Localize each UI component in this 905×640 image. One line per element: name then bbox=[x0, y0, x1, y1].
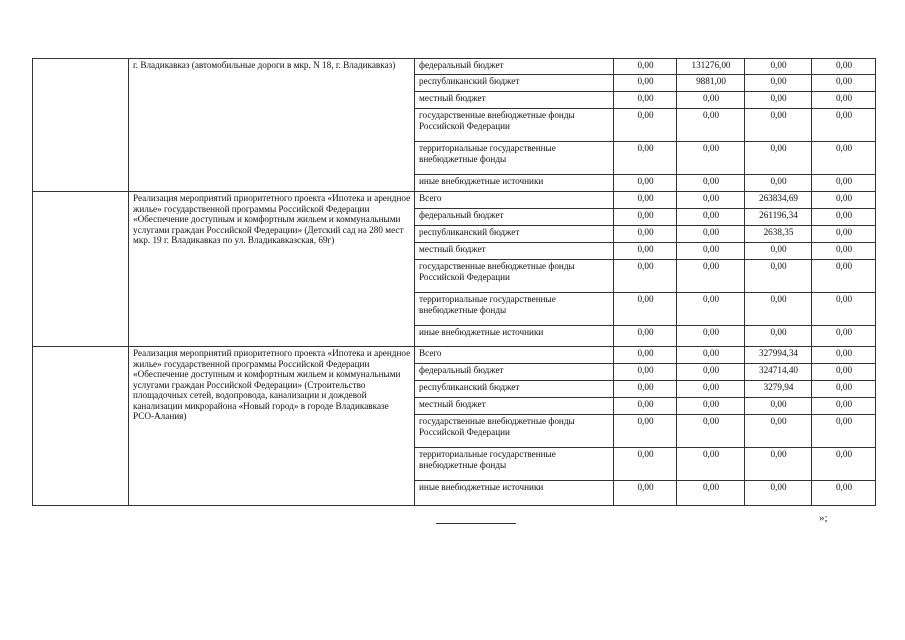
amount-cell: 0,00 bbox=[614, 109, 677, 142]
amount-cell: 0,00 bbox=[677, 92, 745, 109]
activity-description: Реализация мероприятий приоритетного проекта «Ипотека и арендное жилье» государственной программы Российской Федерации «Обеспечение доступным и комфортным жильем и коммунальными услугами граждан Российской Федерации» (Детский сад на 280 мест мкр. 19 г. Владикавказ по ул. Владикавказская, 69г) bbox=[129, 192, 415, 347]
amount-cell: 131276,00 bbox=[677, 59, 745, 75]
amount-cell: 9881,00 bbox=[677, 75, 745, 92]
separator-line bbox=[436, 523, 516, 524]
amount-cell: 0,00 bbox=[812, 448, 876, 481]
amount-cell: 0,00 bbox=[812, 398, 876, 415]
funding-source: местный бюджет bbox=[415, 398, 614, 415]
amount-cell: 0,00 bbox=[812, 226, 876, 243]
amount-cell: 0,00 bbox=[812, 59, 876, 75]
funding-source: республиканский бюджет bbox=[415, 381, 614, 398]
amount-cell: 0,00 bbox=[614, 226, 677, 243]
amount-cell: 0,00 bbox=[677, 175, 745, 192]
amount-cell: 0,00 bbox=[677, 109, 745, 142]
amount-cell: 0,00 bbox=[677, 415, 745, 448]
funding-source: иные внебюджетные источники bbox=[415, 481, 614, 506]
amount-cell: 0,00 bbox=[614, 142, 677, 175]
amount-cell: 0,00 bbox=[677, 142, 745, 175]
funding-source: государственные внебюджетные фонды Российской Федерации bbox=[415, 109, 614, 142]
amount-cell: 0,00 bbox=[614, 448, 677, 481]
amount-cell: 0,00 bbox=[812, 142, 876, 175]
funding-source: территориальные государственные внебюджетные фонды bbox=[415, 448, 614, 481]
activity-description: Реализация мероприятий приоритетного проекта «Ипотека и арендное жилье» государственной программы Российской Федерации «Обеспечение доступным и комфортным жильем и коммунальными услугами граждан Российской Федерации» (Строительство площадочных сетей, водопровода, канализации и дождевой канализации микрорайона «Новый город» в городе Владикавказе РСО-Алания) bbox=[129, 347, 415, 506]
amount-cell: 0,00 bbox=[614, 59, 677, 75]
amount-cell: 0,00 bbox=[677, 293, 745, 326]
amount-cell: 0,00 bbox=[614, 209, 677, 226]
amount-cell: 0,00 bbox=[614, 364, 677, 381]
amount-cell: 0,00 bbox=[614, 175, 677, 192]
amount-cell: 0,00 bbox=[745, 175, 812, 192]
amount-cell: 0,00 bbox=[812, 192, 876, 209]
amount-cell: 0,00 bbox=[614, 381, 677, 398]
empty-number-cell bbox=[33, 59, 129, 192]
amount-cell: 0,00 bbox=[812, 75, 876, 92]
amount-cell: 324714,40 bbox=[745, 364, 812, 381]
amount-cell: 0,00 bbox=[614, 347, 677, 364]
amount-cell: 0,00 bbox=[745, 481, 812, 506]
amount-cell: 0,00 bbox=[614, 398, 677, 415]
funding-source: республиканский бюджет bbox=[415, 75, 614, 92]
empty-number-cell bbox=[33, 192, 129, 347]
funding-source: местный бюджет bbox=[415, 92, 614, 109]
amount-cell: 263834,69 bbox=[745, 192, 812, 209]
table-row bbox=[33, 192, 876, 209]
amount-cell: 0,00 bbox=[812, 109, 876, 142]
amount-cell: 0,00 bbox=[614, 243, 677, 260]
amount-cell: 0,00 bbox=[745, 448, 812, 481]
amount-cell: 0,00 bbox=[745, 293, 812, 326]
amount-cell: 0,00 bbox=[745, 243, 812, 260]
empty-number-cell bbox=[33, 347, 129, 506]
funding-table bbox=[32, 58, 876, 506]
amount-cell: 0,00 bbox=[812, 415, 876, 448]
amount-cell: 0,00 bbox=[677, 381, 745, 398]
amount-cell: 0,00 bbox=[745, 142, 812, 175]
amount-cell: 0,00 bbox=[677, 347, 745, 364]
amount-cell: 0,00 bbox=[677, 209, 745, 226]
funding-source: иные внебюджетные источники bbox=[415, 175, 614, 192]
amount-cell: 0,00 bbox=[677, 481, 745, 506]
funding-source: Всего bbox=[415, 192, 614, 209]
amount-cell: 0,00 bbox=[677, 398, 745, 415]
amount-cell: 0,00 bbox=[677, 243, 745, 260]
amount-cell: 327994,34 bbox=[745, 347, 812, 364]
amount-cell: 0,00 bbox=[745, 59, 812, 75]
amount-cell: 0,00 bbox=[745, 109, 812, 142]
amount-cell: 0,00 bbox=[614, 92, 677, 109]
amount-cell: 0,00 bbox=[677, 260, 745, 293]
amount-cell: 0,00 bbox=[614, 326, 677, 347]
funding-source: республиканский бюджет bbox=[415, 226, 614, 243]
funding-source: государственные внебюджетные фонды Российской Федерации bbox=[415, 260, 614, 293]
amount-cell: 0,00 bbox=[745, 75, 812, 92]
amount-cell: 0,00 bbox=[614, 481, 677, 506]
funding-source: территориальные государственные внебюджетные фонды bbox=[415, 142, 614, 175]
funding-table-body bbox=[33, 59, 876, 506]
amount-cell: 0,00 bbox=[812, 209, 876, 226]
amount-cell: 0,00 bbox=[614, 260, 677, 293]
activity-description: г. Владикавказ (автомобильные дороги в мкр. N 18, г. Владикавказ) bbox=[129, 59, 415, 192]
closing-mark: »; bbox=[819, 512, 828, 524]
amount-cell: 3279,94 bbox=[745, 381, 812, 398]
amount-cell: 0,00 bbox=[677, 226, 745, 243]
amount-cell: 0,00 bbox=[677, 326, 745, 347]
amount-cell: 0,00 bbox=[614, 192, 677, 209]
table-row bbox=[33, 59, 876, 75]
amount-cell: 0,00 bbox=[812, 481, 876, 506]
amount-cell: 0,00 bbox=[812, 175, 876, 192]
amount-cell: 2638,35 bbox=[745, 226, 812, 243]
amount-cell: 0,00 bbox=[614, 415, 677, 448]
amount-cell: 0,00 bbox=[812, 326, 876, 347]
funding-source: иные внебюджетные источники bbox=[415, 326, 614, 347]
table-row bbox=[33, 347, 876, 364]
amount-cell: 0,00 bbox=[812, 364, 876, 381]
funding-source: федеральный бюджет bbox=[415, 209, 614, 226]
funding-source: федеральный бюджет bbox=[415, 59, 614, 75]
amount-cell: 0,00 bbox=[677, 364, 745, 381]
funding-source: государственные внебюджетные фонды Российской Федерации bbox=[415, 415, 614, 448]
funding-source: местный бюджет bbox=[415, 243, 614, 260]
amount-cell: 0,00 bbox=[812, 381, 876, 398]
funding-source: федеральный бюджет bbox=[415, 364, 614, 381]
amount-cell: 0,00 bbox=[614, 293, 677, 326]
funding-source: территориальные государственные внебюджетные фонды bbox=[415, 293, 614, 326]
amount-cell: 0,00 bbox=[812, 347, 876, 364]
amount-cell: 0,00 bbox=[677, 192, 745, 209]
amount-cell: 0,00 bbox=[745, 326, 812, 347]
amount-cell: 0,00 bbox=[677, 448, 745, 481]
amount-cell: 0,00 bbox=[812, 293, 876, 326]
amount-cell: 0,00 bbox=[812, 243, 876, 260]
amount-cell: 0,00 bbox=[614, 75, 677, 92]
amount-cell: 0,00 bbox=[812, 92, 876, 109]
amount-cell: 0,00 bbox=[745, 260, 812, 293]
funding-source: Всего bbox=[415, 347, 614, 364]
amount-cell: 0,00 bbox=[812, 260, 876, 293]
amount-cell: 0,00 bbox=[745, 92, 812, 109]
amount-cell: 0,00 bbox=[745, 398, 812, 415]
amount-cell: 261196,34 bbox=[745, 209, 812, 226]
amount-cell: 0,00 bbox=[745, 415, 812, 448]
